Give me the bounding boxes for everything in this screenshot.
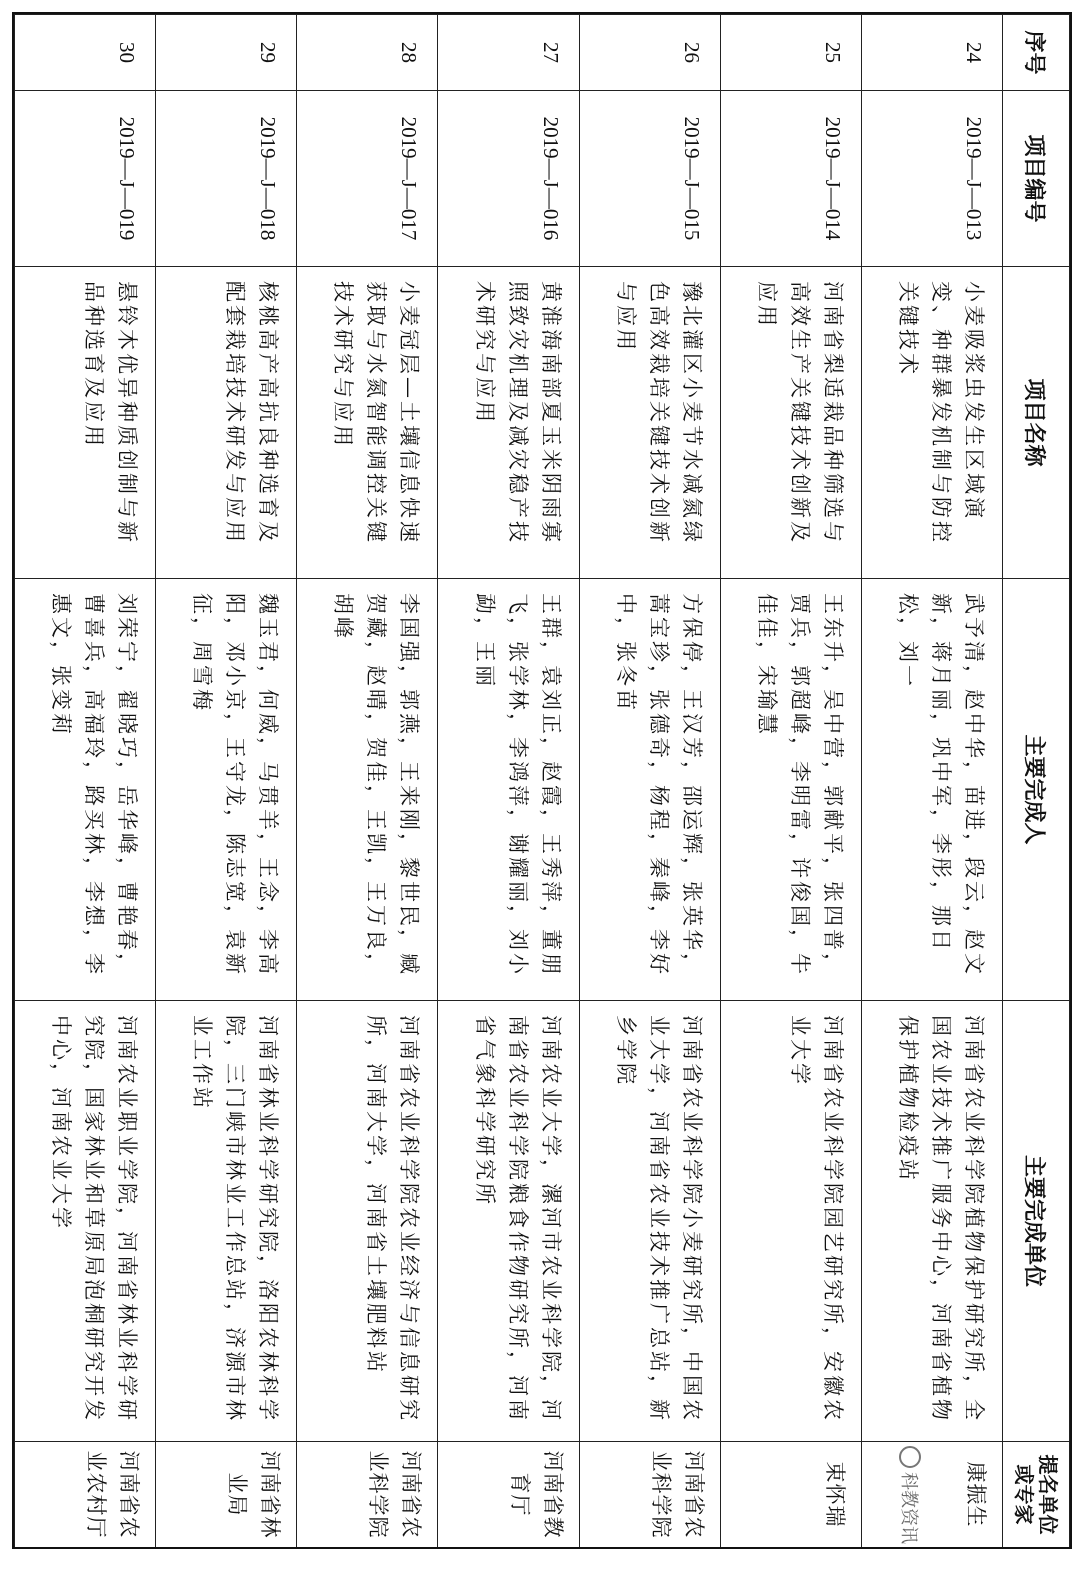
row-seq: 24 — [861, 15, 1002, 91]
row-people: 李国强，郭燕，王来刚，黎世民，臧贺藏，赵晴，贺佳，王凯，王万良，胡峰 — [297, 579, 438, 1001]
row-nominator: 河南省农业科学院 — [297, 1442, 438, 1548]
table-row — [156, 15, 297, 1548]
header-units: 主要完成单位 — [1003, 1001, 1070, 1442]
document-sheet — [12, 12, 1072, 1549]
header-code: 项目编号 — [1003, 91, 1070, 267]
watermark-text: 科教资讯 — [898, 1472, 919, 1544]
row-nominator: 束怀瑞 — [720, 1442, 861, 1548]
row-nominator: 河南省林业局 — [156, 1442, 297, 1548]
row-name: 悬铃木优异种质创制与新品种选育及应用 — [15, 267, 156, 579]
row-people: 王群，袁刘正，赵霞，王秀萍，董朋飞，张学林，李鸿萍，谢耀丽，刘小勐，王丽 — [438, 579, 579, 1001]
row-people: 魏玉君，何威，马贯羊，王念，李高阳，邓小京，王守龙，陈志宽，袁新征，周雪梅 — [156, 579, 297, 1001]
wechat-watermark — [892, 1446, 928, 1556]
row-code: 2019—J—018 — [156, 91, 297, 267]
row-name: 小麦冠层—土壤信息快速获取与水氮智能调控关键技术研究与应用 — [297, 267, 438, 579]
row-seq: 25 — [720, 15, 861, 91]
row-units: 河南农业职业学院，河南省林业科学研究院，国家林业和草原局泡桐研究开发中心，河南农业大学 — [15, 1001, 156, 1442]
header-people: 主要完成人 — [1003, 579, 1070, 1001]
header-nominator: 提名单位或专家 — [1003, 1442, 1070, 1548]
award-projects-table — [14, 14, 1070, 1548]
row-seq: 28 — [297, 15, 438, 91]
row-code: 2019—J—014 — [720, 91, 861, 267]
rotated-table-container — [14, 14, 1070, 1547]
row-seq: 27 — [438, 15, 579, 91]
row-name: 河南省梨适栽品种筛选与高效生产关键技术创新及应用 — [720, 267, 861, 579]
table-row — [438, 15, 579, 1548]
row-code: 2019—J—016 — [438, 91, 579, 267]
row-name: 黄淮海南部夏玉米阴雨寡照致灾机理及减灾稳产技术研究与应用 — [438, 267, 579, 579]
header-seq: 序号 — [1003, 15, 1070, 91]
table-row — [720, 15, 861, 1548]
row-people: 王东升，吴中营，郭献平，张四普，贾兵，郭超峰，李明雷，许俊国，牛佳佳，宋瑜慧 — [720, 579, 861, 1001]
row-code: 2019—J—017 — [297, 91, 438, 267]
row-nominator: 康振生 — [861, 1442, 1002, 1548]
row-code: 2019—J—013 — [861, 91, 1002, 267]
row-nominator: 河南省教育厅 — [438, 1442, 579, 1548]
table-header-row — [1003, 15, 1070, 1548]
row-people: 刘荣宁，翟晓巧，岳华峰，曹艳春，曹喜兵，高福玲，路买林，李想，李惠文，张变莉 — [15, 579, 156, 1001]
row-name: 豫北灌区小麦节水减氮绿色高效栽培关键技术创新与应用 — [579, 267, 720, 579]
row-units: 河南省农业科学院小麦研究所，中国农业大学，河南省农业技术推广总站，新乡学院 — [579, 1001, 720, 1442]
row-seq: 29 — [156, 15, 297, 91]
row-units: 河南省农业科学院园艺研究所，安徽农业大学 — [720, 1001, 861, 1442]
table-row — [297, 15, 438, 1548]
row-nominator: 河南省农业农村厅 — [15, 1442, 156, 1548]
row-units: 河南省林业科学研究院，洛阳农林科学院，三门峡市林业工作总站，济源市林业工作站 — [156, 1001, 297, 1442]
row-name: 核桃高产高抗良种选育及配套栽培技术研发与应用 — [156, 267, 297, 579]
row-people: 方保停，王汉芳，邵运辉，张英华，蒿宝珍，张德奇，杨程，秦峰，李好中，张冬苗 — [579, 579, 720, 1001]
table-row — [579, 15, 720, 1548]
row-units: 河南省农业科学院植物保护研究所，全国农业技术推广服务中心，河南省植物保护植物检疫站 — [861, 1001, 1002, 1442]
row-code: 2019—J—019 — [15, 91, 156, 267]
row-code: 2019—J—015 — [579, 91, 720, 267]
wechat-icon — [899, 1446, 921, 1468]
header-name: 项目名称 — [1003, 267, 1070, 579]
row-units: 河南省农业科学院农业经济与信息研究所，河南大学，河南省土壤肥料站 — [297, 1001, 438, 1442]
row-people: 武予清，赵中华，苗进，段云，赵文新，蒋月丽，巩中军，李彤，那日松，刘一 — [861, 579, 1002, 1001]
row-seq: 26 — [579, 15, 720, 91]
row-name: 小麦吸浆虫发生区域演变、种群暴发机制与防控关键技术 — [861, 267, 1002, 579]
row-seq: 30 — [15, 15, 156, 91]
table-row — [861, 15, 1002, 1548]
table-row — [15, 15, 156, 1548]
row-nominator: 河南省农业科学院 — [579, 1442, 720, 1548]
row-units: 河南农业大学，漯河市农业科学院，河南省农业科学院粮食作物研究所，河南省气象科学研究所 — [438, 1001, 579, 1442]
